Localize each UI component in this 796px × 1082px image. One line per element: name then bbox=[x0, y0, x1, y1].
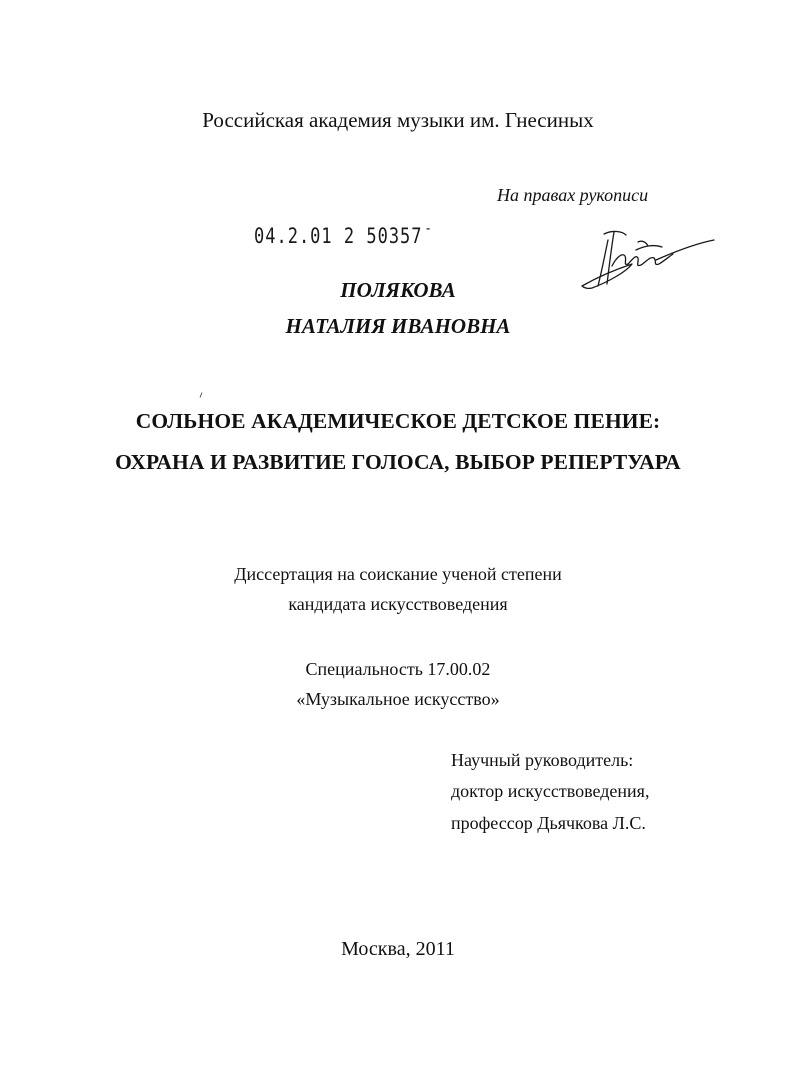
stray-ink-mark bbox=[199, 392, 203, 398]
author-given-names: НАТАЛИЯ ИВАНОВНА bbox=[285, 314, 511, 338]
place-and-year: Москва, 2011 bbox=[341, 938, 455, 960]
advisor-heading: Научный руководитель: bbox=[451, 750, 634, 770]
manuscript-rights-note: На правах рукописи bbox=[497, 185, 649, 205]
advisor-degree: доктор искусствоведения, bbox=[451, 781, 650, 801]
advisor-name: профессор Дьячкова Л.С. bbox=[451, 813, 646, 833]
author-surname: ПОЛЯКОВА bbox=[340, 278, 456, 302]
dissertation-title-line-2: ОХРАНА И РАЗВИТИЕ ГОЛОСА, ВЫБОР РЕПЕРТУАРА bbox=[115, 450, 681, 474]
institution-name: Российская академия музыки им. Гнесиных bbox=[202, 108, 594, 132]
specialty-name: «Музыкальное искусство» bbox=[296, 689, 500, 709]
stamp-dash: - bbox=[424, 219, 433, 237]
registration-stamp-number bbox=[254, 219, 433, 249]
degree-line-2: кандидата искусствоведения bbox=[288, 594, 508, 614]
stamp-number-text: 04.2.01 2 50357 bbox=[254, 224, 423, 249]
dissertation-title-line-1: СОЛЬНОЕ АКАДЕМИЧЕСКОЕ ДЕТСКОЕ ПЕНИЕ: bbox=[135, 409, 661, 433]
specialty-code: Специальность 17.00.02 bbox=[305, 659, 491, 679]
degree-line-1: Диссертация на соискание ученой степени bbox=[234, 564, 562, 584]
